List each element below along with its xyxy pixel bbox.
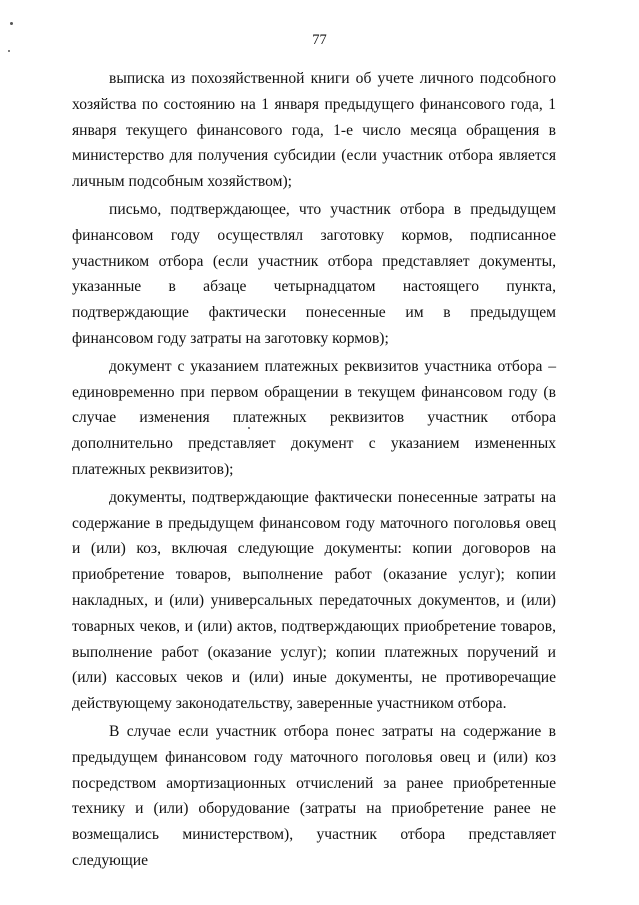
paragraph-expense-documents: документы, подтверждающие фактически понесенные затраты на содержание в предыдущем финансовом году маточного поголовья овец и (или) коз, включая следующие документы: копии договоров на приобретение товаров, выполнение работ (оказание услуг); копии накладных, и (или) универсальных передаточных документов, и (или) товарных чеков, и (или) актов, подтверждающих приобретение товаров, выполнение работ (оказание услуг); копии платежных поручений и (или) кассовых чеков и (или) иные документы, не противоречащие действующему законодательству, заверенные участником отбора.	[72, 488, 556, 713]
scan-speck	[248, 427, 250, 429]
page-number: 77	[312, 32, 327, 48]
scan-speck	[10, 22, 13, 25]
document-body	[72, 66, 556, 874]
paragraph-payment-details: документ с указанием платежных реквизитов участника отбора – единовременно при первом обращении в текущем финансовом году (в случае изменения платежных реквизитов участник отбора дополнительно представляет документ с указанием измененных платежных реквизитов);	[72, 357, 556, 478]
paragraph-fodder-letter: письмо, подтверждающее, что участник отбора в предыдущем финансовом году осуществлял заготовку кормов, подписанное участником отбора (если участник отбора представляет документы, указанные в абзаце четырнадцатом настоящего пункта, подтверждающие фактически понесенные им в предыдущем финансовом году затраты на заготовку кормов);	[72, 200, 556, 347]
paragraph-depreciation-case: В случае если участник отбора понес затраты на содержание в предыдущем финансовом году маточного поголовья овец и (или) коз посредством амортизационных отчислений за ранее приобретенные технику и (или) оборудование (затраты на приобретение ранее не возмещались министерством), участник отбора представляет следующие	[72, 722, 556, 869]
scan-speck	[8, 50, 10, 52]
paragraph-household-book-extract: выписка из похозяйственной книги об учете личного подсобного хозяйства по состоянию на 1 января предыдущего финансового года, 1 января текущего финансового года, 1-е число месяца обращения в министерство для получения субсидии (если участник отбора является личным подсобным хозяйством);	[72, 70, 556, 191]
